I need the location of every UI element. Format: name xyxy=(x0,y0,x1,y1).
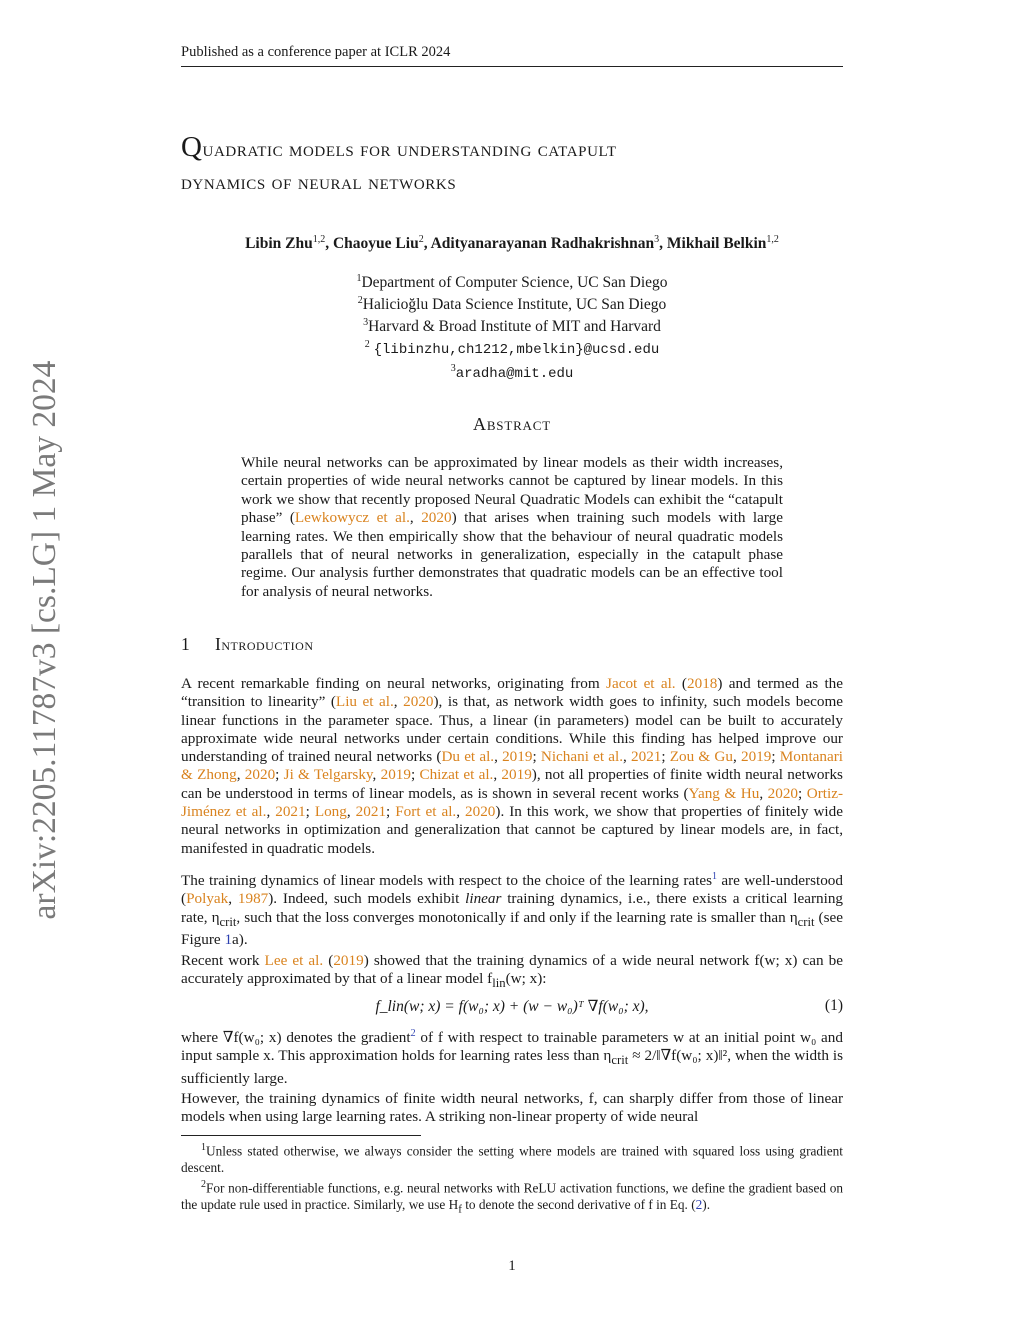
citation-year-link[interactable]: 2019 xyxy=(740,748,772,766)
citation-link[interactable]: Ji & Telgarsky xyxy=(283,766,373,784)
citation-link[interactable]: Polyak xyxy=(186,890,229,908)
footnote-1: $^1$Unless stated otherwise, we always consider the setting where models are trained with squared loss using gradient descent. xyxy=(181,1142,843,1175)
citation-year-link[interactable]: 2021 xyxy=(355,803,387,821)
intro-paragraph-3: Recent work Lee et al. (2019) showed that the training dynamics of a wide neural network f(w; x) can be accurately approximated by that of a linear model $f_{lin}(w$; x): xyxy=(181,952,843,991)
affiliation-line: $^2$Halicioğlu Data Science Institute, UC San Diego xyxy=(357,295,667,314)
email-line: $^2$ {libinzhu,ch1212,mbelkin}@ucsd.edu xyxy=(364,339,660,359)
citation-link[interactable]: Yang & Hu xyxy=(688,784,760,802)
intro-paragraph-5: However, the training dynamics of finite width neural networks, f, can sharply differ from those of linear models when using large learning rates. A striking non-linear property of wide neural xyxy=(181,1090,843,1126)
citation-year-link[interactable]: 2019 xyxy=(501,766,532,784)
citation-link[interactable]: Lee et al. xyxy=(264,952,324,969)
author-name: Libin Zhu xyxy=(245,235,313,253)
abstract-heading: Abstract xyxy=(473,414,551,434)
citation-year-link[interactable]: 2020 xyxy=(403,693,434,711)
section-heading: 1 Introduction xyxy=(181,634,314,654)
footnote-rule xyxy=(181,1135,421,1136)
citation-link[interactable]: Liu et al. xyxy=(335,693,394,711)
author-name: Adityanarayanan Radhakrishnan xyxy=(430,235,655,253)
citation-link[interactable]: Jacot et al. xyxy=(606,675,676,692)
citation-year-link[interactable]: 2020 xyxy=(421,509,452,527)
equation-number: (1) xyxy=(824,997,843,1014)
arxiv-sidebar xyxy=(17,353,73,928)
citation-year-link[interactable]: 2021 xyxy=(631,748,662,766)
citation-year-link[interactable]: 2020 xyxy=(465,803,496,821)
citation-link[interactable]: Du et al. xyxy=(441,748,495,766)
citation-year-link[interactable]: 2020 xyxy=(767,784,798,802)
affiliation-line: $^1$Department of Computer Science, UC San Diego xyxy=(356,273,668,292)
equation-link[interactable]: 2 xyxy=(695,1196,703,1212)
citation-link[interactable]: Montanari & Zhong xyxy=(181,748,844,784)
author-list: Libin Zhu$^{1,2}$, Chaoyue Liu$^2$, Adityanarayanan Radhakrishnan$^3$, Mikhail Belkin$^{1,2}$ xyxy=(245,234,779,253)
figure-link[interactable]: 1 xyxy=(224,930,233,948)
running-header: Published as a conference paper at ICLR 2024 xyxy=(181,44,843,67)
footnote-2: $^2$For non-differentiable functions, e.g. neural networks with ReLU activation functions, we define the gradient based on the update rule used in practice. Similarly, we use $H_f$ to denote the second derivative of f in Eq. (2). xyxy=(181,1179,843,1216)
footnotes xyxy=(181,1140,843,1219)
citation-year-link[interactable]: 2019 xyxy=(502,748,533,766)
intro-paragraph-2: The training dynamics of linear models with respect to the choice of the learning rates$^1$ are well-understood (Polyak, 1987). Indeed, such models exhibit linear training dynamics, i.e., there exists a critical learning rate, $\eta_{crit}$, such that the loss converges monotonically if and only if the learning rate is smaller than $\eta_{crit}$ (see Figure 1a). xyxy=(181,871,844,948)
citation-year-link[interactable]: 2019 xyxy=(380,766,411,784)
intro-paragraph-4: where ∇f(w₀; x) denotes the gradient$^2$ of f with respect to trainable parameters w at an initial point w₀ and input sample x. This approximation holds for learning rates less than $\eta_{crit}$ ≈ 2/‖∇f(w₀; x)‖², when the width is sufficiently large. xyxy=(181,1028,843,1087)
footnote-link[interactable]: 1 xyxy=(712,871,717,882)
equation-body: f_lin(w; x) = f(w₀; x) + (w − w₀)ᵀ ∇f(w₀; x), xyxy=(375,998,649,1015)
affiliations xyxy=(230,270,794,383)
author-name: Mikhail Belkin xyxy=(666,235,767,253)
arxiv-identifier: arXiv:2205.11787v3 [cs.LG] 1 May 2024 xyxy=(26,360,63,920)
citation-year-link[interactable]: 2021 xyxy=(275,803,306,821)
intro-paragraph-1: A recent remarkable finding on neural networks, originating from Jacot et al. (2018) and termed as the “transition to linearity” (Liu et al., 2020), is that, as network width goes to infinity, such models become linear functions in the parameter space. Thus, a linear (in parameters) model can be built to accurately approximate wide neural networks under certain conditions. While this finding has helped improve our understanding of trained neural networks (Du et al., 2019; Nichani et al., 2021; Zou & Gu, 2019; Montanari & Zhong, 2020; Ji & Telgarsky, 2019; Chizat et al., 2019), not all properties of finite width neural networks can be understood in terms of linear models, as is shown in several recent works (Yang & Hu, 2020; Ortiz-Jiménez et al., 2021; Long, 2021; Fort et al., 2020). In this work, we show that properties of finitely wide neural networks in optimization and generalization that cannot be captured by linear models are, in fact, manifested in quadratic models. xyxy=(181,675,844,857)
author-name: Chaoyue Liu xyxy=(332,235,419,253)
citation-link[interactable]: Lewkowycz et al. xyxy=(294,509,410,527)
equation-1 xyxy=(181,997,843,1017)
citation-link[interactable]: Zou & Gu xyxy=(669,748,733,766)
abstract-body: While neural networks can be approximated by linear models as their width increases, certain properties of wide neural networks cannot be captured by linear models. In this work we show that recently proposed Neural Quadratic Models can exhibit the “catapult phase” (Lewkowycz et al., 2020) that arises when training such models with large learning rates. We then empirically show that the behaviour of neural quadratic models parallels that of neural networks in generalization, especially in the catapult phase regime. Our analysis further demonstrates that quadratic models can be an effective tool for analysis of neural networks. xyxy=(241,454,784,600)
citation-year-link[interactable]: 2019 xyxy=(333,952,364,969)
citation-year-link[interactable]: 1987 xyxy=(237,890,269,908)
footnote-link[interactable]: 2 xyxy=(410,1028,416,1039)
citation-link[interactable]: Nichani et al. xyxy=(540,748,624,766)
citation-year-link[interactable]: 2020 xyxy=(244,766,276,784)
page-number: 1 xyxy=(508,1258,516,1274)
citation-link[interactable]: Long xyxy=(314,803,347,821)
citation-link[interactable]: Chizat et al. xyxy=(419,766,494,784)
affiliation-line: $^3$Harvard & Broad Institute of MIT and Harvard xyxy=(363,317,661,336)
email-line: $^3$aradha@mit.edu xyxy=(450,362,574,382)
paper-title: Quadratic models for understanding catapult dynamics of neural networks xyxy=(181,131,617,194)
citation-link[interactable]: Fort et al. xyxy=(395,803,457,821)
citation-link[interactable]: Ortiz-Jiménez et al. xyxy=(181,784,843,821)
citation-year-link[interactable]: 2018 xyxy=(687,675,718,692)
